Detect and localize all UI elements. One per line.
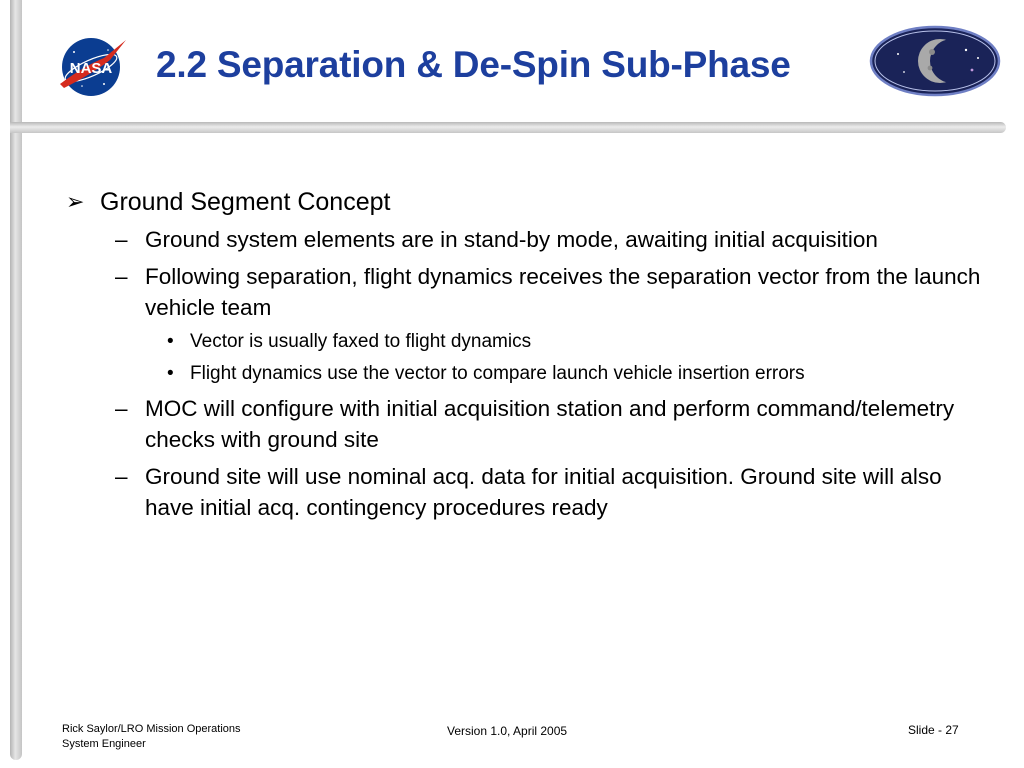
bullet-text: MOC will configure with initial acquisition station and perform command/telemetry checks with ground site [145, 396, 955, 452]
footer-version: Version 1.0, April 2005 [447, 724, 568, 738]
lro-mission-logo [868, 24, 1002, 98]
dash-bullet-icon: – [115, 464, 128, 489]
nasa-logo [54, 34, 128, 100]
bullet-text: Ground site will use nominal acq. data for initial acquisition. Ground site will also have initial acq. contingency procedures ready [145, 464, 942, 520]
bullet-level3 [66, 361, 986, 387]
bullet-level2 [66, 461, 986, 523]
footer-author-line1: Rick Saylor/LRO Mission Operations [62, 723, 241, 735]
bullet-level2 [66, 224, 986, 255]
bullet-level2 [66, 393, 986, 455]
dot-bullet-icon: • [167, 363, 174, 384]
dash-bullet-icon: – [115, 227, 128, 252]
dash-bullet-icon: – [115, 396, 128, 421]
left-decorative-bar [10, 0, 22, 760]
bullet-heading: Ground Segment Concept [100, 188, 391, 216]
bullet-text: Following separation, flight dynamics receives the separation vector from the launch vehicle team [145, 264, 981, 320]
dash-bullet-icon: – [115, 264, 128, 289]
footer-author [62, 722, 241, 752]
svg-text:NASA: NASA [69, 60, 113, 77]
footer-author-line2: System Engineer [62, 738, 146, 750]
bullet-level1 [66, 186, 986, 218]
bullet-text: Ground system elements are in stand-by mode, awaiting initial acquisition [145, 227, 878, 252]
bullet-level3 [66, 329, 986, 355]
slide-title: 2.2 Separation & De-Spin Sub-Phase [156, 44, 791, 85]
arrow-bullet-icon: ➢ [66, 189, 85, 214]
bullet-level2 [66, 261, 986, 323]
header-divider-bar [10, 122, 1006, 133]
bullet-text: Vector is usually faxed to flight dynamics [190, 331, 532, 352]
slide-body [66, 186, 986, 529]
bullet-text: Flight dynamics use the vector to compare launch vehicle insertion errors [190, 363, 805, 384]
dot-bullet-icon: • [167, 331, 174, 352]
footer-slide-number: Slide - 27 [908, 723, 959, 737]
